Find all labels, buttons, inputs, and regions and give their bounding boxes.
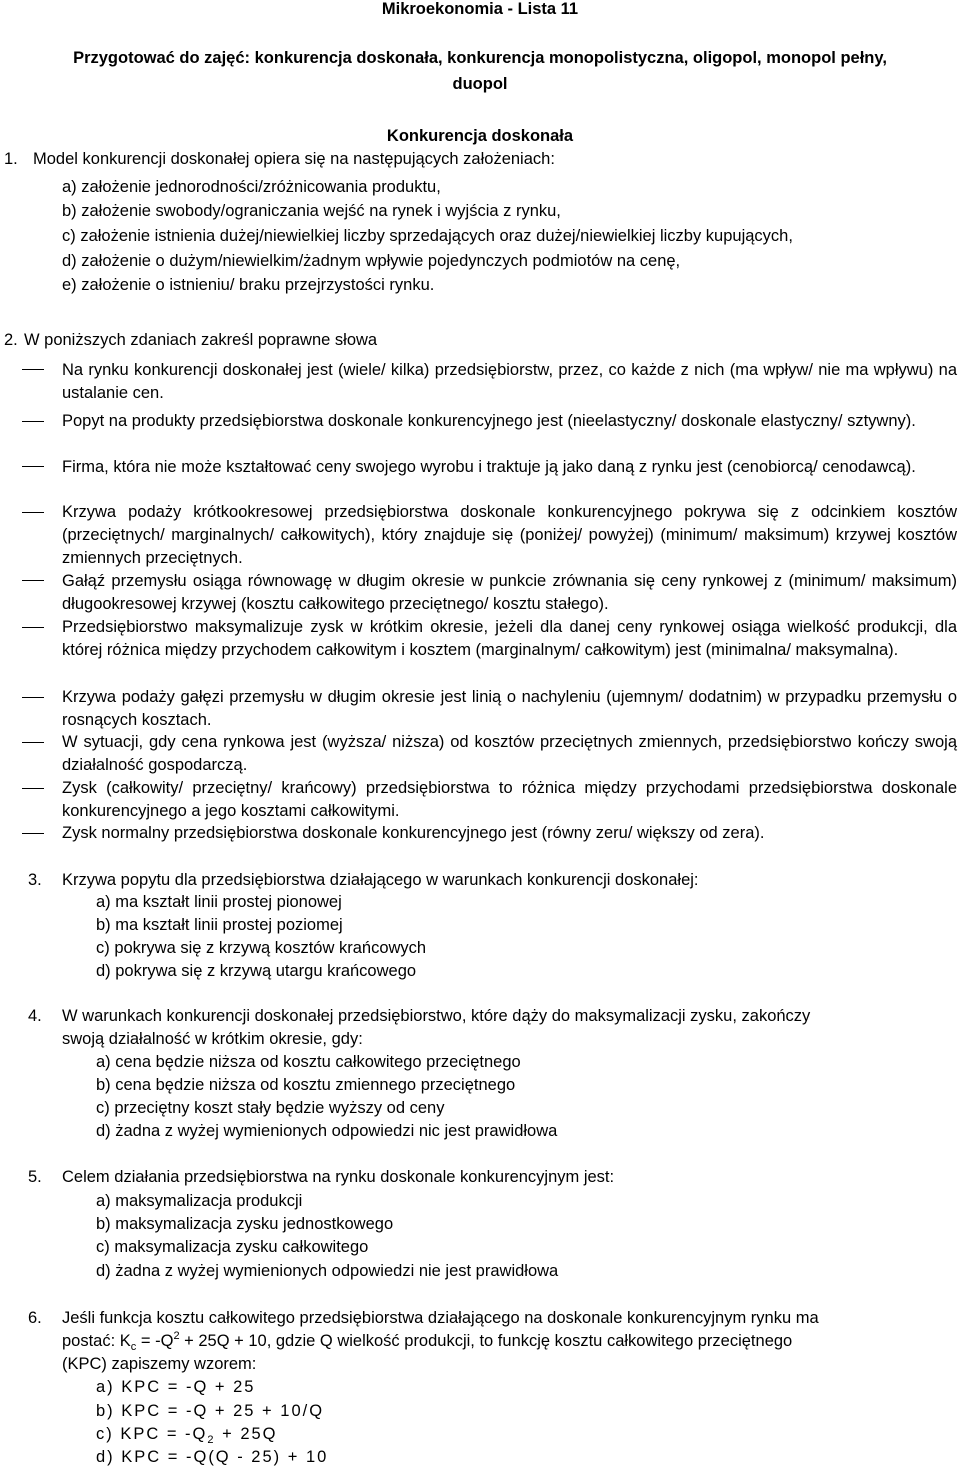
q5-option-b: b) maksymalizacja zysku jednostkowego (96, 1215, 394, 1233)
q1-option-c: c) założenie istnienia dużej/niewielkiej liczby sprzedających oraz dużej/niewielkiej liczby kupujących, (62, 227, 793, 245)
q6-text-line-2 (62, 1332, 792, 1351)
q3-option-d: d) pokrywa się z krzywą utargu krańcowego (96, 962, 417, 980)
q1-number: 1. (4, 150, 18, 168)
q1-option-e: e) założenie o istnieniu/ braku przejrzystości rynku. (62, 276, 435, 294)
q6-option-b: b) KPC = -Q + 25 + 10/Q (96, 1402, 325, 1420)
q1-option-a: a) założenie jednorodności/zróżnicowania produktu, (62, 178, 441, 196)
q2-item: W sytuacji, gdy cena rynkowa jest (wyższa/ niższa) od kosztów przeciętnych zmiennych, przedsiębiorstwo kończy swoją działalność gospodarczą. (62, 733, 957, 774)
list-bullet-dash (22, 580, 44, 581)
q4-text-line-2: swoją działalność w krótkim okresie, gdy: (62, 1030, 363, 1048)
q3-option-c: c) pokrywa się z krzywą kosztów krańcowych (96, 939, 427, 957)
list-bullet-dash (22, 421, 44, 422)
q4-option-a: a) cena będzie niższa od kosztu całkowitego przeciętnego (96, 1053, 521, 1071)
q6-mid: = -Q (136, 1332, 174, 1350)
q1-option-d: d) założenie o dużym/niewielkim/żadnym wpływie pojedynczych podmiotów na cenę, (62, 252, 681, 270)
q2-item: Firma, która nie może kształtować ceny swojego wyrobu i traktuje ją jako daną z rynku jest (cenobiorcą/ cenodawcą). (62, 458, 916, 476)
list-bullet-dash (22, 627, 44, 628)
q2-item: Zysk (całkowity/ przeciętny/ krańcowy) przedsiębiorstwa to różnica między przychodami przedsiębiorstwa doskonale konkurencyjnego a jego kosztami całkowitymi. (62, 779, 957, 820)
q5-text: Celem działania przedsiębiorstwa na rynku doskonale konkurencyjnym jest: (62, 1168, 615, 1186)
q3-option-a: a) ma kształt linii prostej pionowej (96, 893, 342, 911)
q4-option-b: b) cena będzie niższa od kosztu zmiennego przeciętnego (96, 1076, 516, 1094)
q5-option-d: d) żadna z wyżej wymienionych odpowiedzi nie jest prawidłowa (96, 1262, 559, 1280)
section-heading: Konkurencja doskonała (386, 127, 574, 145)
q4-option-d: d) żadna z wyżej wymienionych odpowiedzi nic jest prawidłowa (96, 1122, 558, 1140)
list-bullet-dash (22, 697, 44, 698)
list-bullet-dash (22, 833, 44, 834)
list-bullet-dash (22, 466, 44, 467)
list-bullet-dash (22, 512, 44, 513)
q6-option-c-suffix: + 25Q (215, 1425, 278, 1443)
q2-item: Na rynku konkurencji doskonałej jest (wiele/ kilka) przedsiębiorstw, przez, co każde z nich (ma wpływ/ nie ma wpływu) na ustalanie cen. (62, 361, 957, 402)
q6-option-c-subscript: 2 (207, 1434, 216, 1446)
prep-line-2: duopol (452, 75, 508, 93)
q4-number: 4. (28, 1007, 42, 1025)
q1-text: Model konkurencji doskonałej opiera się na następujących założeniach: (33, 150, 555, 168)
list-bullet-dash (22, 369, 44, 370)
q6-text-line-1: Jeśli funkcja kosztu całkowitego przedsiębiorstwa działającego na doskonale konkurencyjnym rynku ma (62, 1309, 819, 1327)
page-title: Mikroekonomia - Lista 11 (381, 0, 579, 18)
q5-number: 5. (28, 1168, 42, 1186)
q5-option-a: a) maksymalizacja produkcji (96, 1192, 303, 1210)
q3-number: 3. (28, 871, 42, 889)
prep-line-1: Przygotować do zajęć: konkurencja doskonała, konkurencja monopolistyczna, oligopol, monopol pełny, (73, 49, 887, 67)
q5-option-c: c) maksymalizacja zysku całkowitego (96, 1238, 369, 1256)
q6-option-c (96, 1425, 278, 1444)
q6-option-d: d) KPC = -Q(Q - 25) + 10 (96, 1448, 329, 1466)
list-bullet-dash (22, 788, 44, 789)
q4-text-line-1: W warunkach konkurencji doskonałej przedsiębiorstwo, które dąży do maksymalizacji zysku, zakończy (62, 1007, 811, 1025)
q1-option-b: b) założenie swobody/ograniczania wejść na rynek i wyjścia z rynku, (62, 202, 561, 220)
q2-text: W poniższych zdaniach zakreśl poprawne słowa (24, 331, 378, 349)
q6-number: 6. (28, 1309, 42, 1327)
q2-item: Przedsiębiorstwo maksymalizuje zysk w krótkim okresie, jeżeli dla danej ceny rynkowej osiąga wielkość produkcji, dla której różnica między przychodem całkowitym i kosztem (marginalnym/ całkowitym) jest (minimalna/ maksymalna). (62, 618, 957, 659)
q6-superscript: 2 (173, 1330, 180, 1342)
q2-item: Krzywa podaży gałęzi przemysłu w długim okresie jest linią o nachyleniu (ujemnym/ dodatnim) w przypadku przemysłu o rosnących kosztach. (62, 688, 957, 729)
q6-text-line-3: (KPC) zapiszemy wzorem: (62, 1355, 257, 1373)
q3-text: Krzywa popytu dla przedsiębiorstwa działającego w warunkach konkurencji doskonałej: (62, 871, 699, 889)
q6-subscript: c (130, 1341, 137, 1353)
q4-option-c: c) przeciętny koszt stały będzie wyższy od ceny (96, 1099, 445, 1117)
q2-number: 2. (4, 331, 18, 349)
q2-item: Gałąź przemysłu osiąga równowagę w długim okresie w punkcie zrównania się ceny rynkowej z (minimum/ maksimum) długookresowej krzywej (kosztu całkowitego przeciętnego/ kosztu stałego). (62, 572, 957, 613)
q6-suffix: + 25Q + 10, gdzie Q wielkość produkcji, to funkcję kosztu całkowitego przeciętnego (179, 1332, 793, 1350)
q2-item: Krzywa podaży krótkookresowej przedsiębiorstwa doskonale konkurencyjnego pokrywa się z odcinkiem kosztów (przeciętnych/ marginalnych/ całkowitych), który znajduje się (poniżej/ powyżej) (minimum/ maksimum) krzywej kosztów zmiennych przeciętnych. (62, 503, 957, 567)
q2-item: Zysk normalny przedsiębiorstwa doskonale konkurencyjnego jest (równy zeru/ większy od zera). (62, 824, 765, 842)
q2-item: Popyt na produkty przedsiębiorstwa doskonale konkurencyjnego jest (nieelastyczny/ doskonale elastyczny/ sztywny). (62, 412, 916, 430)
q6-option-c-prefix: c) KPC = -Q (96, 1425, 208, 1443)
list-bullet-dash (22, 742, 44, 743)
q3-option-b: b) ma kształt linii prostej poziomej (96, 916, 343, 934)
q6-prefix: postać: K (62, 1332, 131, 1350)
q6-option-a: a) KPC = -Q + 25 (96, 1378, 256, 1396)
